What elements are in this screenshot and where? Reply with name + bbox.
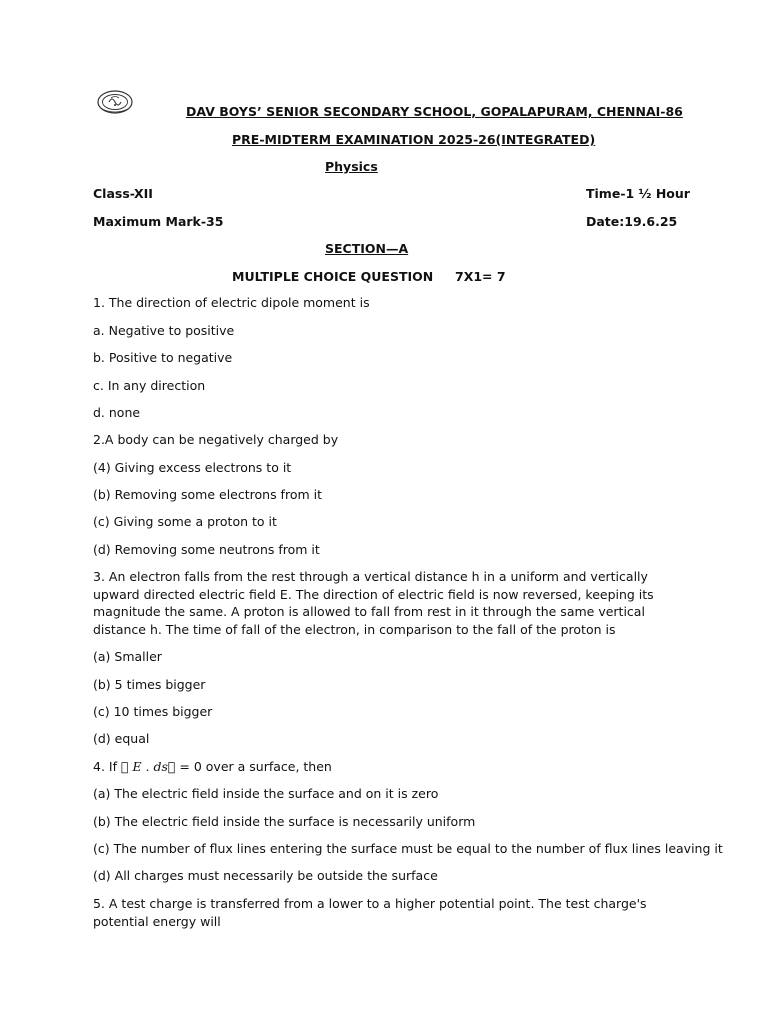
question-1: 1. The direction of electric dipole moment is [93, 295, 370, 310]
flux-integral-formula: ∮ E . ds⃗ [120, 759, 176, 774]
question-5: 5. A test charge is transferred from a lower to a higher potential point. The test charge's potential energy will [93, 896, 647, 929]
q1-option-c: c. In any direction [93, 378, 206, 393]
class-label: Class-XII [93, 186, 153, 201]
q4-option-b: (b) The electric field inside the surface is necessarily uniform [93, 814, 476, 829]
section-heading: SECTION—A [325, 241, 409, 256]
q1-option-d: d. none [93, 405, 141, 420]
question-2: 2.A body can be negatively charged by [93, 432, 339, 447]
max-mark-label: Maximum Mark-35 [93, 214, 224, 229]
q1-option-a: a. Negative to positive [93, 323, 235, 338]
q4-option-a: (a) The electric field inside the surface and on it is zero [93, 786, 439, 801]
q2-option-d: (d) Removing some neutrons from it [93, 542, 320, 557]
q4-suffix: = 0 over a surface, then [179, 759, 332, 774]
q4-prefix: 4. If [93, 759, 117, 774]
q2-option-a: (4) Giving excess electrons to it [93, 460, 292, 475]
question-4 [93, 758, 332, 776]
q1-option-b: b. Positive to negative [93, 350, 233, 365]
exam-title: PRE-MIDTERM EXAMINATION 2025-26(INTEGRATED) [232, 132, 596, 147]
school-name: DAV BOYS’ SENIOR SECONDARY SCHOOL, GOPALAPURAM, CHENNAI-86 [186, 104, 683, 119]
q4-option-c: (c) The number of flux lines entering the surface must be equal to the number of flux lines leaving it [93, 841, 723, 856]
q2-option-c: (c) Giving some a proton to it [93, 514, 277, 529]
q2-option-b: (b) Removing some electrons from it [93, 487, 322, 502]
mcq-heading: MULTIPLE CHOICE QUESTION 7X1= 7 [232, 269, 506, 284]
q3-option-b: (b) 5 times bigger [93, 677, 206, 692]
school-emblem-icon [96, 89, 134, 115]
q3-option-c: (c) 10 times bigger [93, 704, 213, 719]
time-label: Time-1 ½ Hour [586, 186, 690, 201]
question-3: 3. An electron falls from the rest through a vertical distance h in a uniform and vertically upward directed electric field E. The direction of electric field is now reversed, keeping its magnitude the same. A proton is allowed to fall from rest in it through the same vertical distance h. The time of fall of the electron, in comparison to the fall of the proton is [93, 569, 654, 637]
subject-title: Physics [325, 159, 378, 174]
q3-option-d: (d) equal [93, 731, 150, 746]
date-label: Date:19.6.25 [586, 214, 678, 229]
q3-option-a: (a) Smaller [93, 649, 162, 664]
q4-option-d: (d) All charges must necessarily be outside the surface [93, 868, 438, 883]
